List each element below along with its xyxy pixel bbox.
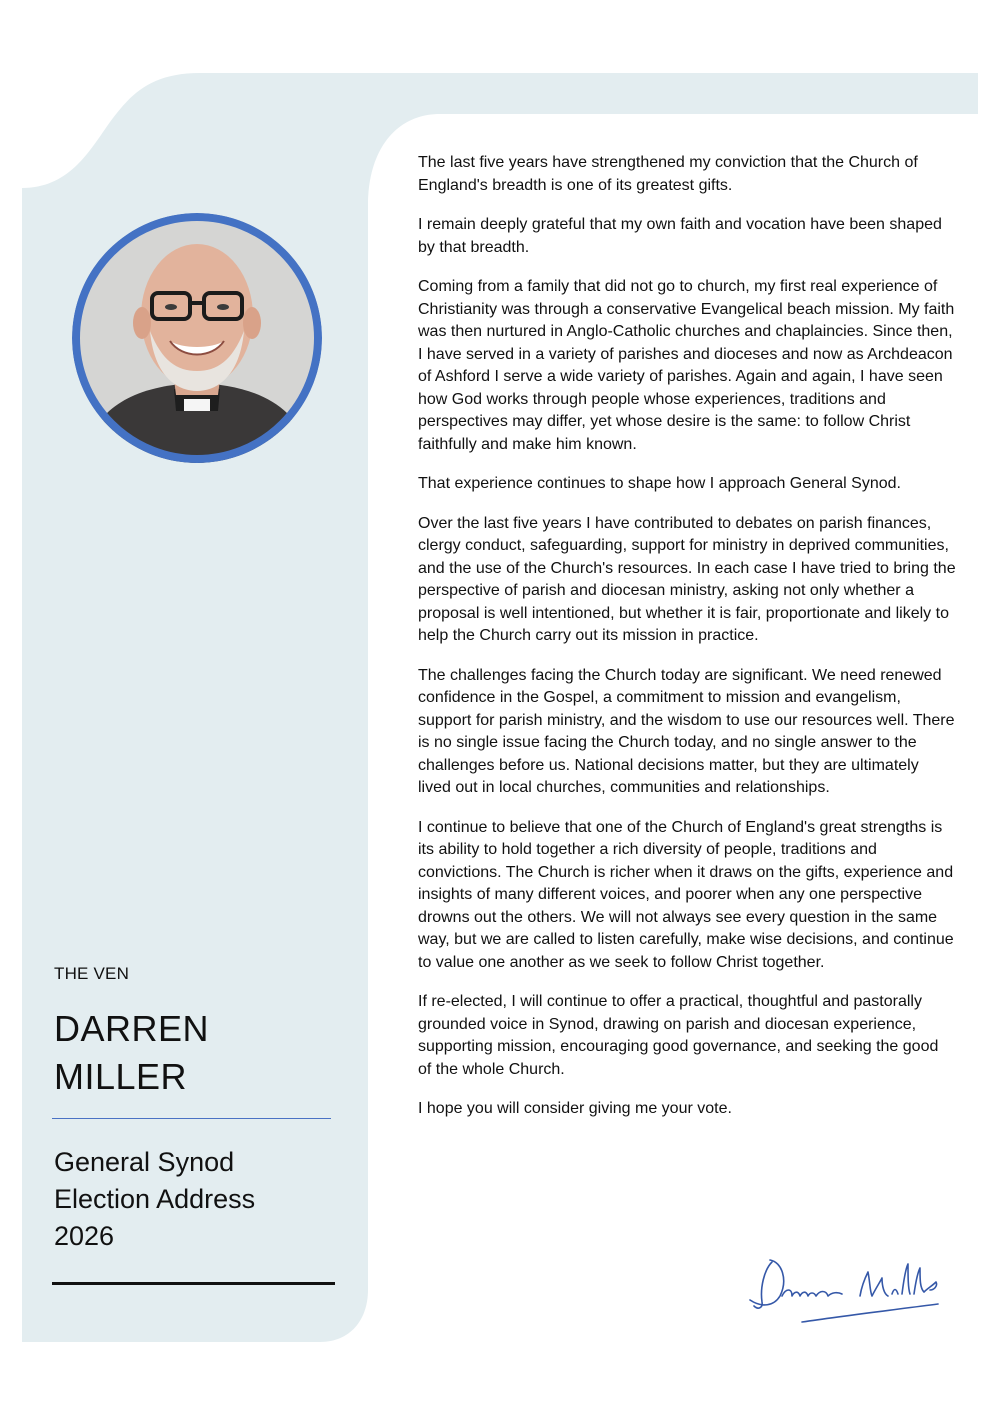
divider-black — [52, 1282, 335, 1285]
paragraph: Over the last five years I have contributed to debates on parish finances, clergy conduct, safeguarding, support for ministry in deprived communities, and the use of the Church's resources. In each case I have tried to bring the perspective of parish and diocesan ministry, asking not only whether a proposal is well intentioned, but whether it is fair, proportionate and likely to help the Church carry out its mission in practice. — [418, 514, 956, 644]
paragraph: I continue to believe that one of the Church of England's great strengths is its ability to hold together a rich diversity of people, traditions and convictions. The Church is richer when it draws on the gifts, experience and insights of many different voices, and poorer when any one perspective drowns out the others. We will not always see every question in the same way, but we are called to listen carefully, make wise decisions, and continue to value one another as we seek to follow Christ together. — [418, 818, 954, 971]
subtitle-line-2: Election Address — [54, 1184, 256, 1214]
paragraph: Coming from a family that did not go to church, my first real experience of Christianity was through a conservative Evangelical beach mission. My faith was then nurtured in Anglo-Catholic churches and chaplaincies. Since then, I have served in a variety of parishes and dioceses and now as Archdeacon of Ashford I serve a wide variety of parishes. Again and again, I have seen how God works through people whose experiences, traditions and perspectives may differ, yet whose desire is the same: to follow Christ faithfully and make him known. — [418, 278, 955, 453]
portrait-photo — [72, 213, 322, 463]
paragraph: I remain deeply grateful that my own faith and vocation have been shaped by that breadth. — [418, 216, 942, 256]
handwritten-signature — [742, 1252, 947, 1332]
paragraph: That experience continues to shape how I approach General Synod. — [418, 475, 901, 492]
paragraph: If re-elected, I will continue to offer a practical, thoughtful and pastorally grounded voice in Synod, drawing on parish and diocesan experience, supporting mission, encouraging good governance, and seeking the good of the whole Church. — [418, 993, 939, 1078]
honorific-prefix: THE VEN — [54, 964, 130, 983]
subtitle-line-3: 2026 — [54, 1221, 115, 1251]
address-body — [418, 152, 956, 1138]
candidate-last-name: MILLER — [54, 1056, 188, 1097]
candidate-first-name: DARREN — [54, 1008, 210, 1049]
paragraph: I hope you will consider giving me your vote. — [418, 1100, 732, 1117]
paragraph: The last five years have strengthened my conviction that the Church of England's breadth is one of its greatest gifts. — [418, 154, 918, 194]
paragraph: The challenges facing the Church today are significant. We need renewed confidence in the Gospel, a commitment to mission and evangelism, support for parish ministry, and the wisdom to use our resources well. There is no single issue facing the Church today, and no single answer to the challenges before us. National decisions matter, but they are ultimately lived out in local churches, communities and relationships. — [418, 666, 955, 796]
subtitle-line-1: General Synod — [54, 1147, 235, 1177]
divider-blue — [52, 1118, 331, 1119]
